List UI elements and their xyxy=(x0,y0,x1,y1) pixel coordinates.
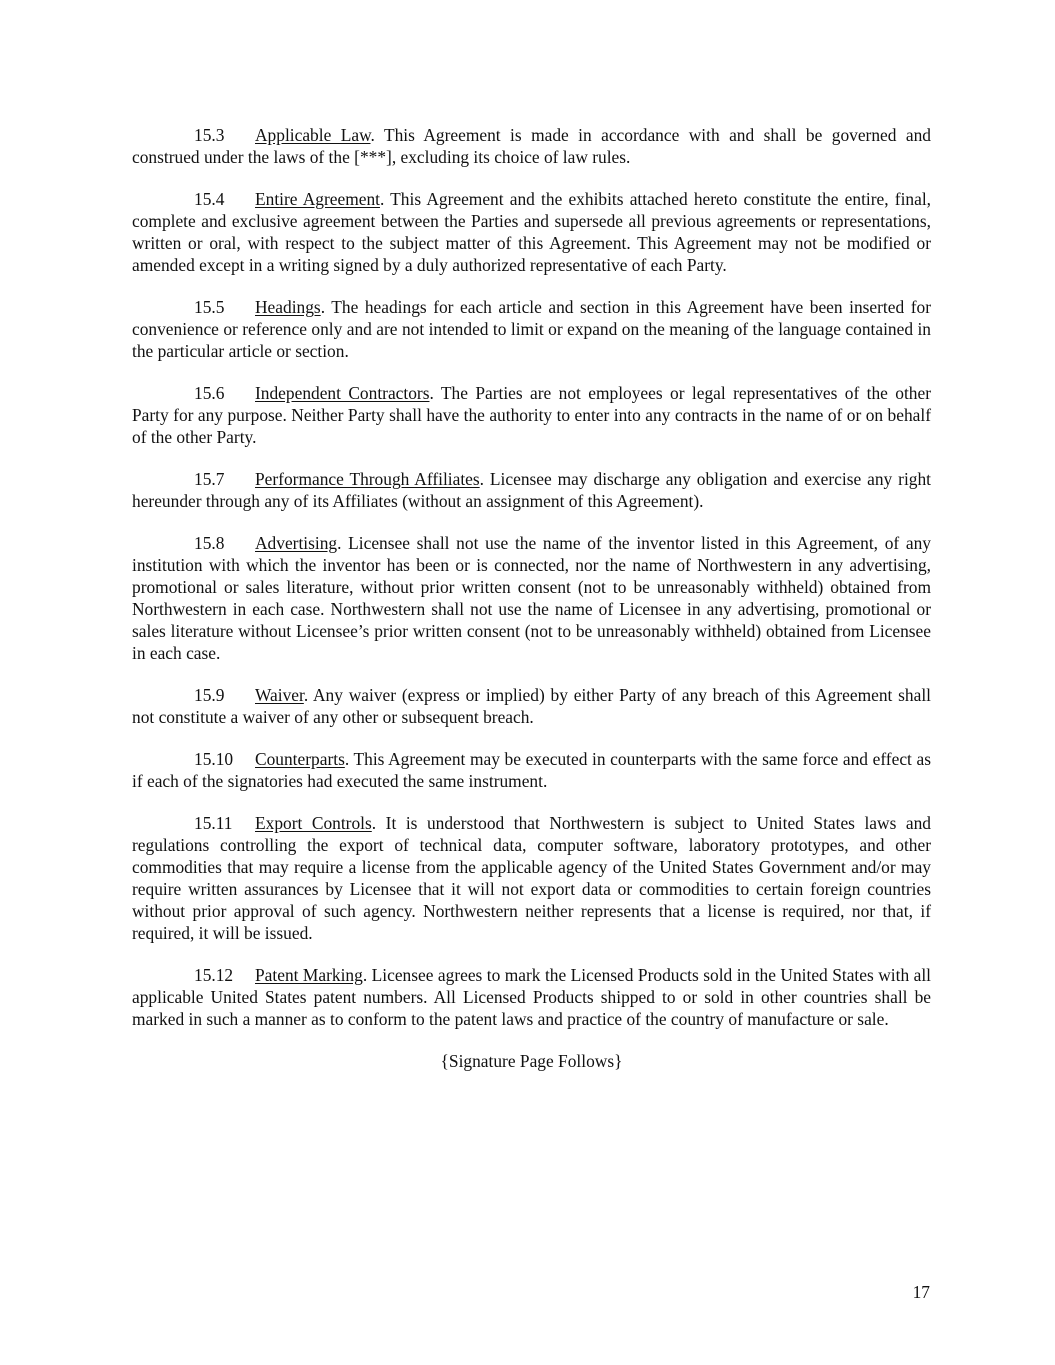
section-number: 15.5 xyxy=(194,297,225,317)
section-15-5 xyxy=(132,296,931,362)
section-heading: Patent Marking xyxy=(255,965,363,985)
section-text: . This Agreement is made in accordance with and shall be governed and construed under the laws of the [***], excluding its choice of law rules. xyxy=(132,125,931,167)
section-heading: Applicable Law xyxy=(255,125,371,145)
section-number: 15.10 xyxy=(194,749,234,769)
section-number: 15.3 xyxy=(194,125,225,145)
section-text: . Licensee agrees to mark the Licensed Products sold in the United States with all applicable United States patent numbers. All Licensed Products shipped to or sold in other countries shall be marked in such a manner as to conform to the patent laws and practice of the country of manufacture or sale. xyxy=(132,965,931,1029)
section-15-7 xyxy=(132,468,931,512)
section-text: . This Agreement may be executed in counterparts with the same force and effect as if each of the signatories had executed the same instrument. xyxy=(132,749,931,791)
section-15-11 xyxy=(132,812,931,944)
section-heading: Entire Agreement xyxy=(255,189,380,209)
section-text: . The Parties are not employees or legal representatives of the other Party for any purpose. Neither Party shall have the authority to enter into any contracts in the name of or on behalf of the other Party. xyxy=(132,383,932,447)
section-heading: Performance Through Affiliates xyxy=(255,469,480,489)
section-number: 15.6 xyxy=(194,383,225,403)
section-number: 15.12 xyxy=(194,965,234,985)
section-text: . It is understood that Northwestern is subject to United States laws and regulations controlling the export of technical data, computer software, laboratory prototypes, and other commodities that may require a license from the applicable agency of the United States Government and/or may require written assurances by Licensee that it will not export data or commodities to certain foreign countries without prior approval of such agency. Northwestern neither represents that a license is required, nor that, if required, it will be issued. xyxy=(132,813,931,943)
section-15-10 xyxy=(132,748,931,792)
signature-page-follows-note: {Signature Page Follows} xyxy=(440,1051,623,1071)
section-number: 15.11 xyxy=(194,813,233,833)
section-text: . Licensee may discharge any obligation and exercise any right hereunder through any of its Affiliates (without an assignment of this Agreement). xyxy=(132,469,931,511)
section-heading: Waiver xyxy=(255,685,304,705)
section-heading: Advertising xyxy=(255,533,338,553)
document-body xyxy=(132,124,931,1089)
section-15-12 xyxy=(132,964,931,1030)
section-text: . Any waiver (express or implied) by either Party of any breach of this Agreement shall not constitute a waiver of any other or subsequent breach. xyxy=(132,685,931,727)
section-heading: Counterparts xyxy=(255,749,345,769)
page-number: 17 xyxy=(912,1282,930,1302)
section-15-4 xyxy=(132,188,931,276)
section-number: 15.4 xyxy=(194,189,225,209)
section-heading: Export Controls xyxy=(255,813,372,833)
section-heading: Independent Contractors xyxy=(255,383,430,403)
section-text: . Licensee shall not use the name of the inventor listed in this Agreement, of any institution with which the inventor has been or is connected, nor the name of Northwestern in any advertising, promotional or sales literature, without prior written consent (not to be unreasonably withheld) obtained from Northwestern in each case. Northwestern shall not use the name of Licensee in any advertising, promotional or sales literature without Licensee’s prior written consent (not to be unreasonably withheld) obtained from Licensee in each case. xyxy=(132,533,931,663)
section-text: . This Agreement and the exhibits attached hereto constitute the entire, final, complete and exclusive agreement between the Parties and supersede all previous agreements or representations, written or oral, with respect to the subject matter of this Agreement. This Agreement may not be modified or amended except in a writing signed by a duly authorized representative of each Party. xyxy=(132,189,931,275)
section-number: 15.7 xyxy=(194,469,225,489)
section-15-9 xyxy=(132,684,931,728)
section-text: . The headings for each article and section in this Agreement have been inserted for convenience or reference only and are not intended to limit or expand on the meaning of the language contained in the particular article or section. xyxy=(132,297,931,361)
section-15-8 xyxy=(132,532,931,664)
section-15-3 xyxy=(132,124,931,168)
section-heading: Headings xyxy=(255,297,321,317)
section-number: 15.9 xyxy=(194,685,225,705)
section-number: 15.8 xyxy=(194,533,225,553)
section-15-6 xyxy=(132,382,931,448)
